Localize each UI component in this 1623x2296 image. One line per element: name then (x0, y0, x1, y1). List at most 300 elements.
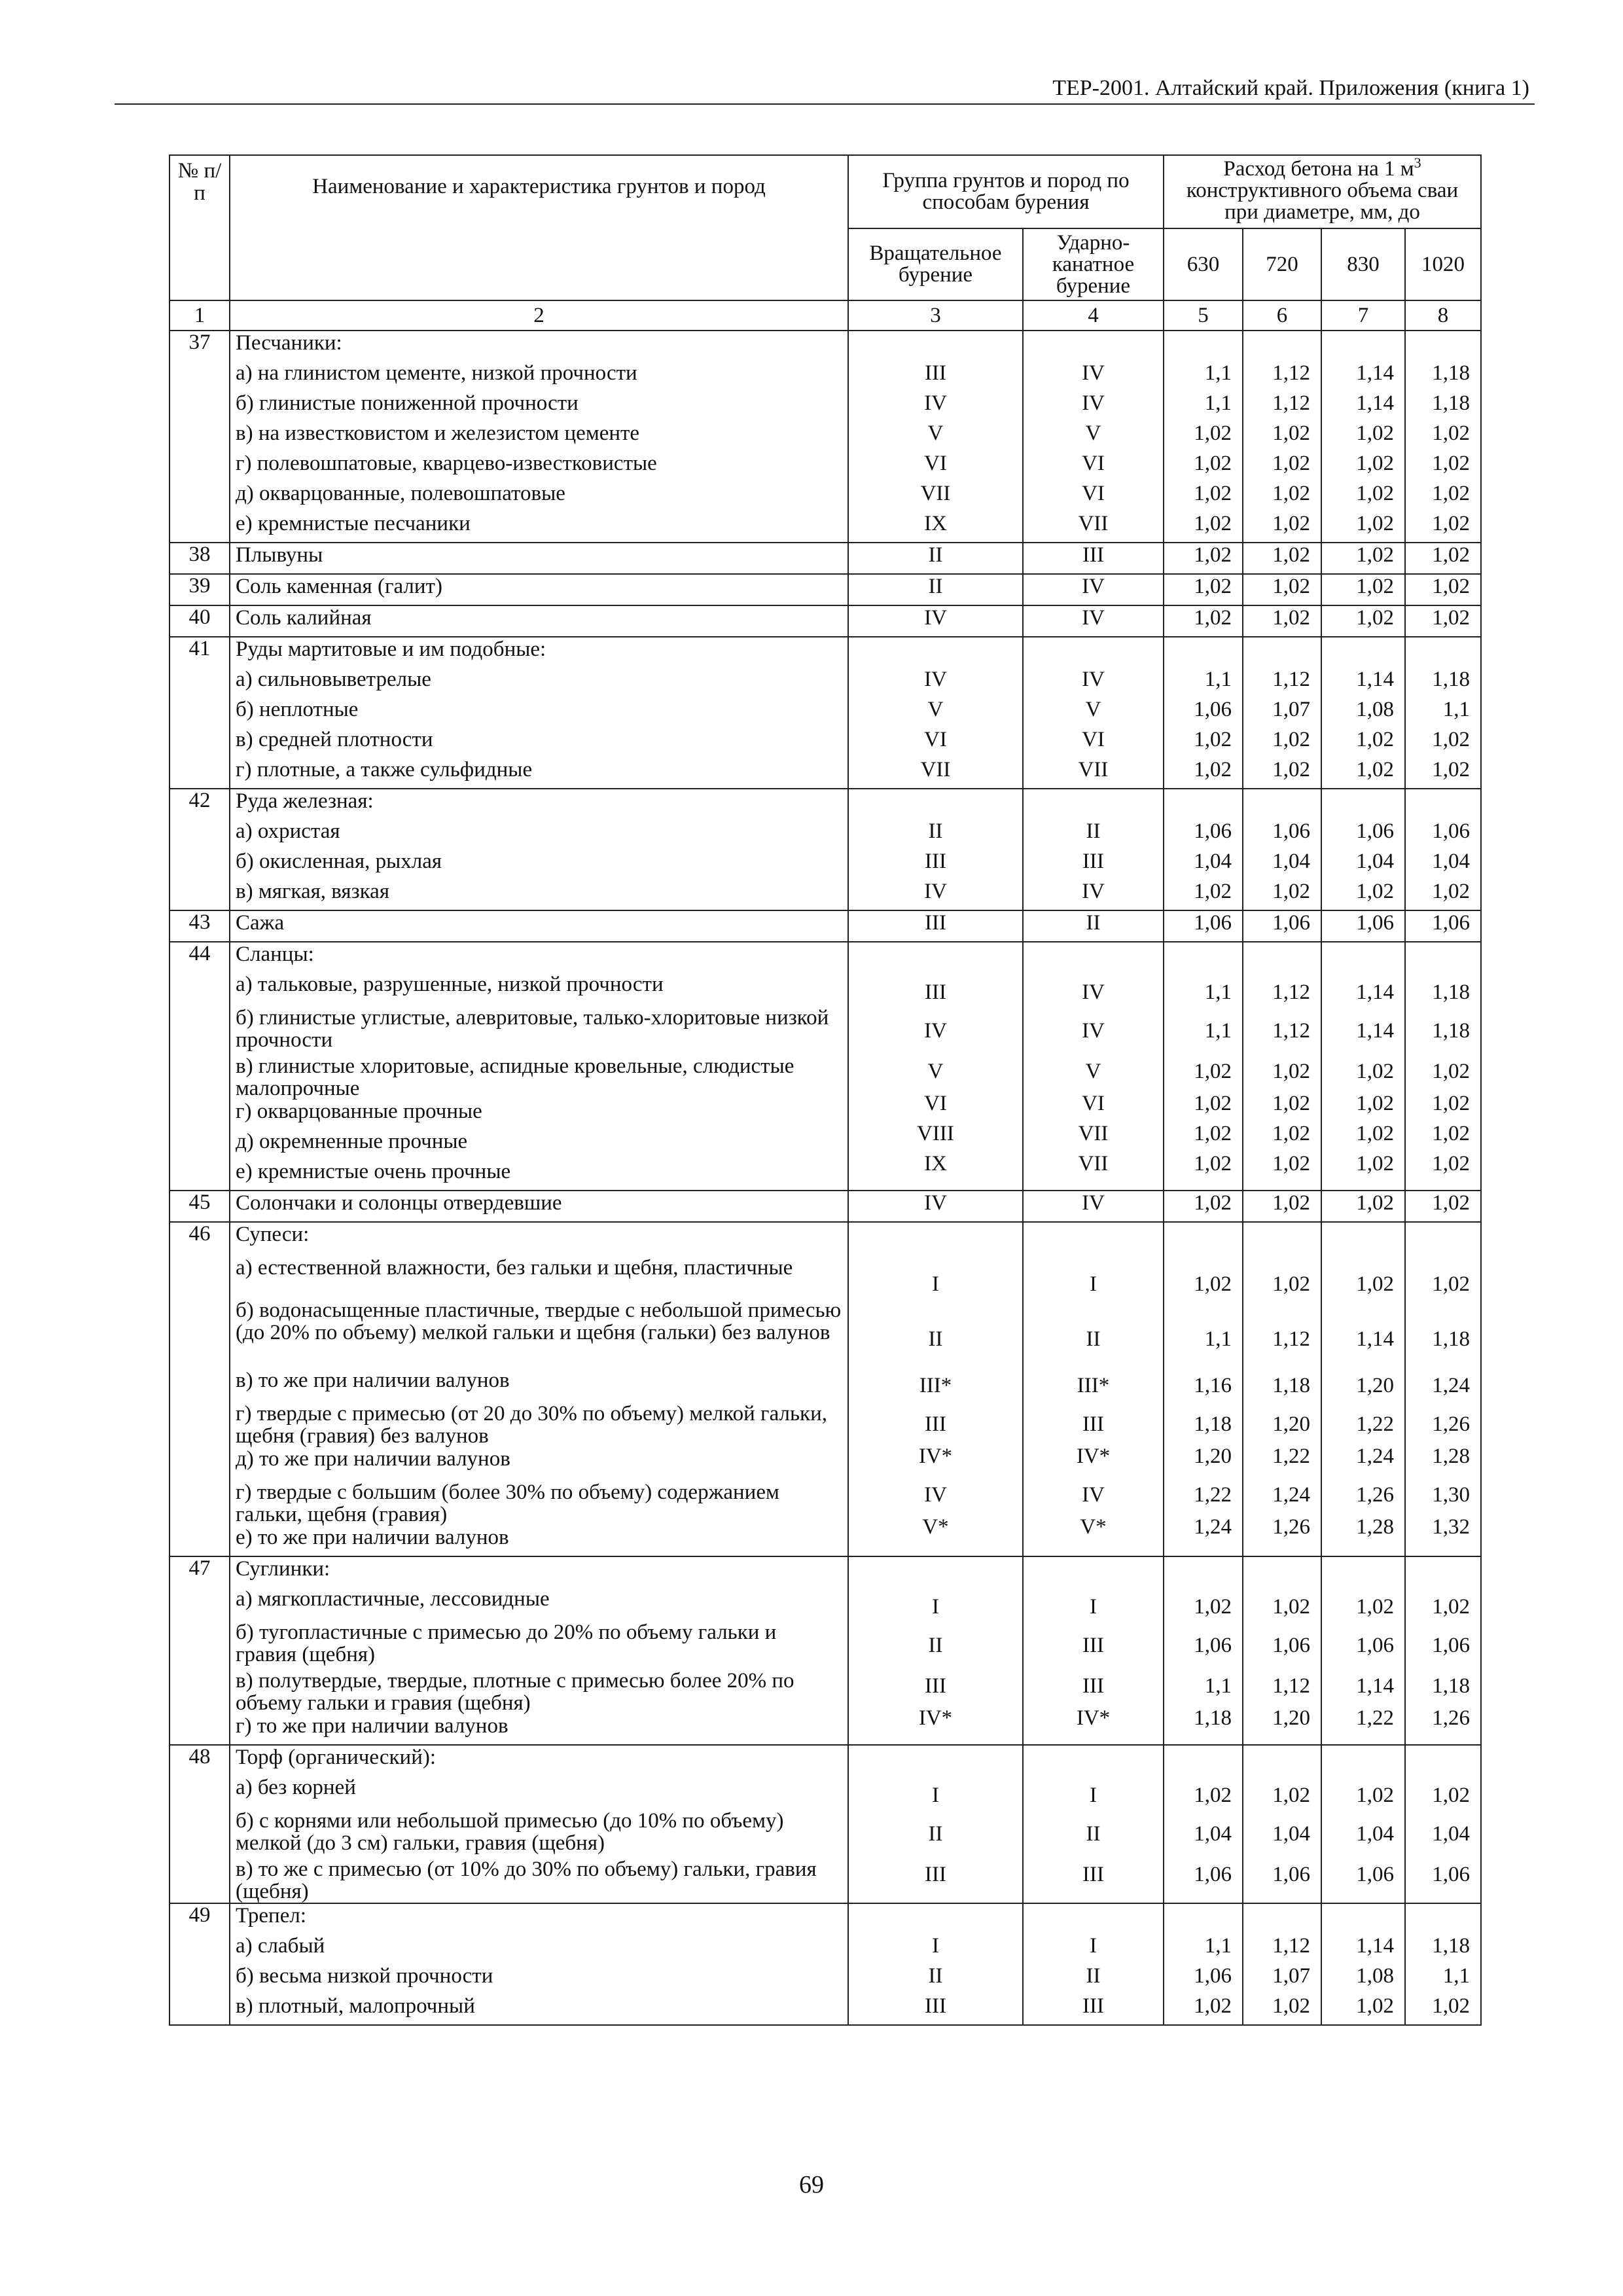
rotary-group: I (932, 1595, 939, 1619)
rotary-group: II (928, 543, 943, 567)
rotary-group-cell (848, 1556, 1023, 1745)
concrete-rate: 1,24 (1356, 1444, 1394, 1468)
rotary-group: IX (924, 1152, 947, 1175)
item-name: Соль калийная (236, 606, 372, 630)
rotary-group-cell (848, 1745, 1023, 1903)
head-d830: 830 (1321, 228, 1405, 300)
concrete-rate-cell (1243, 543, 1321, 574)
blank-line (1411, 331, 1470, 361)
concrete-rate: 1,04 (1194, 1822, 1232, 1846)
rotary-group: I (932, 1272, 939, 1296)
percussive-group: VI (1082, 1092, 1105, 1115)
concrete-rate-cell (1164, 574, 1243, 605)
blank-line (1327, 789, 1394, 819)
concrete-rate: 1,02 (1194, 758, 1232, 781)
concrete-rate: 1,02 (1432, 1272, 1471, 1296)
concrete-rate: 1,02 (1432, 1784, 1471, 1807)
concrete-rate: 1,08 (1356, 698, 1394, 721)
row-name-cell (230, 910, 848, 942)
row-name-cell (230, 543, 848, 574)
concrete-rate: 1,02 (1272, 512, 1310, 535)
concrete-rate-cell (1164, 910, 1243, 942)
percussive-group: I (1090, 1272, 1097, 1296)
rotary-group-cell (848, 942, 1023, 1191)
concrete-rate-cell (1243, 942, 1321, 1191)
table-row (169, 1745, 1481, 1903)
rotary-group: V (927, 1060, 944, 1083)
blank-line (1327, 331, 1394, 361)
percussive-group-cell (1023, 1745, 1164, 1903)
concrete-rate: 1,02 (1432, 512, 1471, 535)
percussive-group: VII (1078, 512, 1109, 535)
header-title: ТЕР-2001. Алтайский край. Приложения (книга 1) (1052, 76, 1529, 100)
concrete-rate: 1,07 (1272, 1964, 1310, 1988)
rotary-group: II (928, 1634, 943, 1657)
percussive-group: II (1086, 1822, 1101, 1846)
concrete-rate: 1,02 (1432, 422, 1471, 445)
percussive-group-cell (1023, 910, 1164, 942)
head-d720: 720 (1243, 228, 1321, 300)
concrete-rate: 1,1 (1204, 980, 1232, 1004)
concrete-rate: 1,02 (1432, 1152, 1471, 1175)
concrete-rate: 1,1 (1204, 391, 1232, 415)
row-name-cell (230, 331, 848, 543)
percussive-group: I (1090, 1934, 1097, 1958)
concrete-rate: 1,02 (1194, 728, 1232, 751)
item-name: б) неплотные (236, 698, 359, 721)
concrete-rate: 1,02 (1356, 758, 1394, 781)
concrete-rate: 1,04 (1272, 850, 1310, 873)
percussive-group: VI (1082, 728, 1105, 751)
concrete-rate: 1,30 (1432, 1482, 1471, 1507)
row-number: 43 (169, 910, 230, 942)
concrete-rate: 1,12 (1272, 1019, 1310, 1043)
group-title: Трепел: (236, 1904, 306, 1928)
blank-line (1169, 1234, 1232, 1264)
concrete-rate: 1,04 (1194, 850, 1232, 873)
item-name: а) слабый (236, 1934, 325, 1958)
item-name: а) тальковые, разрушенные, низкой прочности (236, 973, 664, 996)
head-rate-line2: конструктивного объема сваи при диаметре, мм, до (1186, 179, 1459, 224)
concrete-rate: 1,02 (1272, 1272, 1310, 1296)
percussive-group-cell (1023, 1903, 1164, 2025)
blank-line (1249, 789, 1310, 819)
percussive-group-cell (1023, 942, 1164, 1191)
concrete-rate: 1,22 (1194, 1482, 1232, 1507)
concrete-rate: 1,06 (1432, 911, 1471, 935)
concrete-rate-cell (1405, 605, 1481, 637)
concrete-rate: 1,18 (1272, 1373, 1310, 1397)
head-d1020: 1020 (1405, 228, 1481, 300)
concrete-rate-cell (1321, 637, 1405, 789)
concrete-rate: 1,02 (1356, 606, 1394, 630)
item-name: д) то же при наличии валунов (236, 1447, 510, 1471)
blank-line (1249, 950, 1310, 980)
blank-line (854, 1904, 1017, 1934)
percussive-group: IV (1082, 668, 1105, 691)
percussive-group: IV (1082, 575, 1105, 598)
blank-line (1411, 1234, 1470, 1264)
percussive-group: VI (1082, 452, 1105, 475)
blank-line (1169, 1753, 1232, 1784)
percussive-group: III (1082, 1674, 1104, 1698)
concrete-rate: 1,02 (1272, 1122, 1310, 1145)
concrete-rate: 1,06 (1432, 819, 1471, 843)
blank-line (1029, 1904, 1158, 1934)
concrete-rate-cell (1321, 942, 1405, 1191)
concrete-rate-cell (1321, 1556, 1405, 1745)
row-number: 41 (169, 637, 230, 789)
concrete-rate: 1,1 (1204, 668, 1232, 691)
concrete-rate-cell (1243, 1222, 1321, 1556)
concrete-rate: 1,04 (1432, 850, 1471, 873)
blank-line (854, 1234, 1017, 1264)
soil-concrete-table (169, 154, 1482, 2026)
concrete-rate: 1,24 (1432, 1373, 1471, 1397)
percussive-group: II (1086, 1964, 1101, 1988)
group-title: Руда железная: (236, 789, 374, 813)
item-name: б) весьма низкой прочности (236, 1964, 493, 1988)
concrete-rate-cell (1164, 637, 1243, 789)
head-rotary: Вращательное бурение (848, 228, 1023, 300)
concrete-rate: 1,12 (1272, 361, 1310, 385)
item-name: в) на известковистом и железистом цементе (236, 422, 640, 445)
head-num: № п/п (169, 155, 230, 300)
blank-line (1249, 331, 1310, 361)
concrete-rate-cell (1164, 942, 1243, 1191)
concrete-rate: 1,02 (1356, 543, 1394, 567)
percussive-group: V (1085, 698, 1101, 721)
blank-line (1029, 1234, 1158, 1264)
concrete-rate: 1,18 (1194, 1412, 1232, 1436)
concrete-rate-cell (1321, 543, 1405, 574)
group-title: Торф (органический): (236, 1746, 437, 1769)
concrete-rate-cell (1321, 1191, 1405, 1222)
concrete-rate: 1,28 (1356, 1515, 1394, 1539)
concrete-rate: 1,14 (1356, 361, 1394, 385)
percussive-group: IV (1082, 1191, 1105, 1215)
concrete-rate: 1,06 (1432, 1863, 1471, 1886)
group-title: Суглинки: (236, 1557, 330, 1581)
table-row (169, 543, 1481, 574)
concrete-rate: 1,06 (1194, 1634, 1232, 1657)
concrete-rate-cell (1243, 1556, 1321, 1745)
percussive-group-cell (1023, 605, 1164, 637)
rotary-group: III (925, 911, 946, 935)
item-name: в) глинистые хлоритовые, аспидные кровельные, слюдистые малопрочные (236, 1054, 794, 1100)
item-name: г) то же при наличии валунов (236, 1714, 508, 1738)
head-name: Наименование и характеристика грунтов и пород (230, 155, 848, 300)
concrete-rate-cell (1164, 1903, 1243, 2025)
row-number: 47 (169, 1556, 230, 1745)
rotary-group: VII (920, 482, 951, 505)
concrete-rate-cell (1321, 910, 1405, 942)
concrete-rate: 1,02 (1194, 1060, 1232, 1083)
concrete-rate: 1,08 (1356, 1964, 1394, 1988)
percussive-group: I (1090, 1595, 1097, 1619)
concrete-rate-cell (1321, 1222, 1405, 1556)
concrete-rate: 1,02 (1356, 1191, 1394, 1215)
rotary-group: IV (924, 391, 947, 415)
rotary-group: II (928, 1822, 943, 1846)
concrete-rate-cell (1405, 1745, 1481, 1903)
concrete-rate: 1,24 (1272, 1482, 1310, 1507)
percussive-group: VII (1078, 758, 1109, 781)
rotary-group: III (925, 1994, 946, 2018)
group-title: Руды мартитовые и им подобные: (236, 637, 546, 661)
blank-line (1029, 1565, 1158, 1595)
item-name: д) окремненные прочные (236, 1130, 468, 1153)
percussive-group-cell (1023, 637, 1164, 789)
percussive-group: IV (1082, 1019, 1105, 1043)
concrete-rate: 1,02 (1272, 758, 1310, 781)
concrete-rate-cell (1405, 331, 1481, 543)
concrete-rate-cell (1164, 789, 1243, 910)
percussive-group: II (1086, 1327, 1101, 1351)
concrete-rate: 1,02 (1356, 575, 1394, 598)
percussive-group: VII (1078, 1152, 1109, 1175)
concrete-rate: 1,04 (1272, 1822, 1310, 1846)
concrete-rate-cell (1164, 331, 1243, 543)
rotary-group-cell (848, 543, 1023, 574)
concrete-rate: 1,12 (1272, 980, 1310, 1004)
group-title: Сланцы: (236, 942, 314, 966)
percussive-group: III (1082, 1412, 1104, 1436)
group-title: Песчаники: (236, 331, 342, 355)
concrete-rate: 1,02 (1272, 422, 1310, 445)
head-group: Группа грунтов и пород по способам бурения (848, 155, 1164, 228)
concrete-rate-cell (1405, 942, 1481, 1191)
rotary-group: I (932, 1934, 939, 1958)
row-number: 49 (169, 1903, 230, 2025)
item-name: б) с корнями или небольшой примесью (до 10% по объему) мелкой (до 3 см) гальки, гравия (щебня) (236, 1809, 784, 1855)
concrete-rate: 1,06 (1194, 698, 1232, 721)
concrete-rate: 1,02 (1432, 482, 1471, 505)
blank-line (1411, 637, 1470, 668)
concrete-rate: 1,02 (1272, 606, 1310, 630)
concrete-rate: 1,06 (1272, 819, 1310, 843)
item-name: Сажа (236, 911, 285, 935)
concrete-rate-cell (1321, 331, 1405, 543)
blank-line (1249, 1753, 1310, 1784)
concrete-rate-cell (1164, 543, 1243, 574)
rotary-group: IV (924, 1019, 947, 1043)
percussive-group-cell (1023, 331, 1164, 543)
row-name-cell (230, 942, 848, 1191)
concrete-rate: 1,14 (1356, 391, 1394, 415)
concrete-rate: 1,06 (1356, 911, 1394, 935)
col-index: 5 (1164, 300, 1243, 331)
row-name-cell (230, 1903, 848, 2025)
concrete-rate-cell (1243, 574, 1321, 605)
col-index: 2 (230, 300, 848, 331)
rotary-group: IV* (918, 1706, 953, 1730)
row-name-cell (230, 789, 848, 910)
rotary-group: III (925, 980, 946, 1004)
concrete-rate-cell (1243, 1903, 1321, 2025)
col-index: 4 (1023, 300, 1164, 331)
table-row (169, 942, 1481, 1191)
percussive-group: III (1082, 543, 1104, 567)
concrete-rate: 1,22 (1272, 1444, 1310, 1468)
table-row (169, 1903, 1481, 2025)
concrete-rate: 1,14 (1356, 668, 1394, 691)
table-row (169, 910, 1481, 942)
row-name-cell (230, 605, 848, 637)
blank-line (1327, 1565, 1394, 1595)
rotary-group: III (925, 850, 946, 873)
concrete-rate: 1,04 (1356, 850, 1394, 873)
percussive-group: V* (1080, 1515, 1107, 1539)
concrete-rate: 1,02 (1356, 512, 1394, 535)
table-body (169, 331, 1481, 2025)
row-name-cell (230, 637, 848, 789)
item-name: в) то же с примесью (от 10% до 30% по объему) гальки, гравия (щебня) (236, 1857, 817, 1903)
row-number: 42 (169, 789, 230, 910)
item-name: б) глинистые углистые, алевритовые, талько-хлоритовые низкой прочности (236, 1006, 829, 1052)
concrete-rate: 1,02 (1194, 1272, 1232, 1296)
concrete-rate-cell (1405, 789, 1481, 910)
concrete-rate: 1,02 (1356, 1092, 1394, 1115)
concrete-rate: 1,02 (1272, 452, 1310, 475)
item-name: Солончаки и солонцы отвердевшие (236, 1191, 562, 1215)
row-number: 39 (169, 574, 230, 605)
item-name: б) глинистые пониженной прочности (236, 391, 579, 415)
rotary-group: VII (920, 758, 951, 781)
rotary-group-cell (848, 789, 1023, 910)
row-name-cell (230, 1556, 848, 1745)
percussive-group-cell (1023, 1191, 1164, 1222)
rotary-group: III (925, 1674, 946, 1698)
rotary-group: II (928, 1327, 943, 1351)
rotary-group: II (928, 1964, 943, 1988)
item-name: в) полутвердые, твердые, плотные с примесью более 20% по объему гальки и гравия (щебня) (236, 1669, 794, 1715)
blank-line (1169, 331, 1232, 361)
rotary-group: III (925, 1412, 946, 1436)
col-index: 3 (848, 300, 1023, 331)
concrete-rate: 1,1 (1204, 361, 1232, 385)
concrete-rate: 1,14 (1356, 980, 1394, 1004)
rotary-group-cell (848, 605, 1023, 637)
concrete-rate: 1,02 (1272, 1191, 1310, 1215)
concrete-rate: 1,02 (1356, 728, 1394, 751)
item-name: г) окварцованные прочные (236, 1100, 482, 1123)
concrete-rate: 1,18 (1432, 1019, 1471, 1043)
concrete-rate-cell (1405, 1556, 1481, 1745)
concrete-rate: 1,02 (1356, 1060, 1394, 1083)
head-rate (1164, 155, 1481, 228)
concrete-rate: 1,20 (1272, 1412, 1310, 1436)
concrete-rate: 1,24 (1194, 1515, 1232, 1539)
row-name-cell (230, 1191, 848, 1222)
item-name: а) мягкопластичные, лессовидные (236, 1587, 550, 1611)
concrete-rate-cell (1243, 331, 1321, 543)
percussive-group: V (1085, 422, 1101, 445)
percussive-group-cell (1023, 789, 1164, 910)
row-number: 37 (169, 331, 230, 543)
blank-line (1249, 1904, 1310, 1934)
concrete-rate: 1,02 (1272, 1784, 1310, 1807)
rotary-group: V (927, 422, 944, 445)
item-name: г) твердые с примесью (от 20 до 30% по объему) мелкой гальки, щебня (гравия) без валунов (236, 1402, 827, 1448)
concrete-rate: 1,02 (1432, 1595, 1471, 1619)
percussive-group: IV (1082, 606, 1105, 630)
concrete-rate: 1,02 (1432, 728, 1471, 751)
item-name: е) то же при наличии валунов (236, 1526, 509, 1549)
rotary-group: III* (919, 1373, 952, 1397)
percussive-group: IV (1082, 391, 1105, 415)
rotary-group: III (925, 1863, 946, 1886)
table-row (169, 331, 1481, 543)
concrete-rate: 1,18 (1432, 1934, 1471, 1958)
percussive-group-cell (1023, 543, 1164, 574)
concrete-rate: 1,02 (1356, 880, 1394, 903)
concrete-rate-cell (1321, 789, 1405, 910)
concrete-rate-cell (1164, 1222, 1243, 1556)
concrete-rate: 1,02 (1272, 1595, 1310, 1619)
concrete-rate: 1,06 (1272, 1634, 1310, 1657)
concrete-rate: 1,02 (1272, 1092, 1310, 1115)
blank-line (1327, 637, 1394, 668)
concrete-rate: 1,26 (1432, 1412, 1471, 1436)
concrete-rate: 1,14 (1356, 1327, 1394, 1351)
concrete-rate-cell (1405, 543, 1481, 574)
concrete-rate: 1,02 (1432, 1060, 1471, 1083)
percussive-group: IV (1082, 980, 1105, 1004)
blank-line (1169, 1565, 1232, 1595)
percussive-group-cell (1023, 574, 1164, 605)
concrete-rate: 1,1 (1204, 1019, 1232, 1043)
rotary-group: IV* (918, 1444, 953, 1468)
concrete-rate: 1,12 (1272, 1327, 1310, 1351)
head-rate-sup: 3 (1414, 154, 1421, 171)
percussive-group: I (1090, 1784, 1097, 1807)
concrete-rate: 1,06 (1432, 1634, 1471, 1657)
blank-line (1029, 331, 1158, 361)
concrete-rate-cell (1243, 1745, 1321, 1903)
concrete-rate: 1,02 (1194, 1092, 1232, 1115)
rotary-group: IV (924, 1191, 947, 1215)
group-title: Супеси: (236, 1223, 310, 1246)
concrete-rate-cell (1243, 910, 1321, 942)
concrete-rate: 1,02 (1194, 512, 1232, 535)
concrete-rate: 1,1 (1442, 698, 1471, 721)
concrete-rate: 1,26 (1272, 1515, 1310, 1539)
concrete-rate: 1,06 (1194, 911, 1232, 935)
concrete-rate: 1,02 (1356, 1784, 1394, 1807)
concrete-rate: 1,02 (1272, 482, 1310, 505)
concrete-rate: 1,12 (1272, 391, 1310, 415)
table-row (169, 1556, 1481, 1745)
concrete-rate: 1,02 (1194, 1152, 1232, 1175)
blank-line (1029, 637, 1158, 668)
concrete-rate: 1,12 (1272, 1934, 1310, 1958)
percussive-group: IV (1082, 1482, 1105, 1507)
concrete-rate: 1,07 (1272, 698, 1310, 721)
item-name: б) окисленная, рыхлая (236, 850, 442, 873)
item-name: а) без корней (236, 1776, 356, 1799)
rotary-group: IX (924, 512, 947, 535)
concrete-rate: 1,06 (1194, 819, 1232, 843)
concrete-rate: 1,06 (1356, 819, 1394, 843)
rotary-group: VI (924, 1092, 947, 1115)
table-row (169, 637, 1481, 789)
concrete-rate: 1,02 (1432, 543, 1471, 567)
item-name: г) полевошпатовые, кварцево-известковистые (236, 452, 657, 475)
concrete-rate: 1,02 (1194, 1122, 1232, 1145)
percussive-group: IV (1082, 880, 1105, 903)
concrete-rate: 1,02 (1432, 880, 1471, 903)
